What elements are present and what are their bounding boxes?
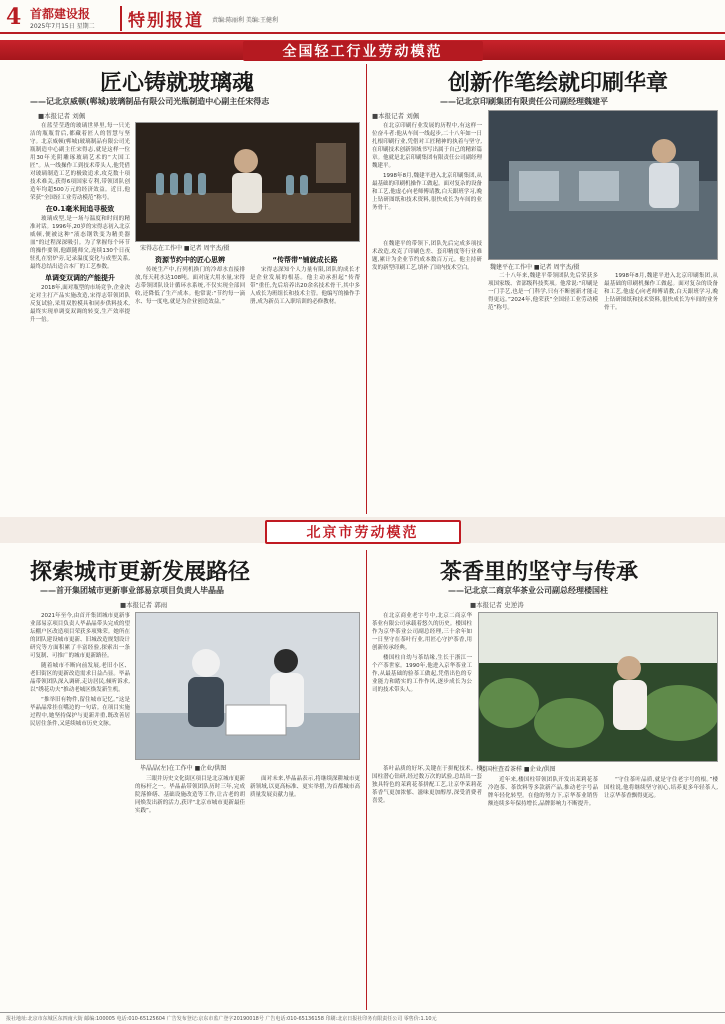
article2-column-4 — [604, 272, 718, 512]
article2-photo-caption: 魏建平在工作中 ■记者 周宇杰/摄 — [490, 264, 580, 271]
article4-column-4 — [604, 776, 718, 1008]
article4-paragraph: 茶叶品质的好坏,关键在于拼配技术。楼国柱潜心钻研,经过数万次的试验,总结出一套独具特色的茉莉花茶拼配工艺,让京华茉莉花茶香气更加浓郁、滋味更加醇厚,深受消费者喜爱。 — [372, 766, 482, 804]
article1-subtitle: ——记北京威顿(郸城)玻璃制品有限公司光瓶制造中心副主任宋得志 — [30, 97, 270, 106]
article1-paragraph: 宋得志深知个人力量有限,团队的成长才是企业发展的根基。他主动承担起“传帮带”重任,先后培养出20余名技术骨干,其中多人成长为班组长和技术主管。他编写的操作手册,成为新员工入职培训的必修教材。 — [250, 267, 360, 305]
article3-paragraph: 三眼井历史文化街区项目是北京城市更新的标杆之一。毕晶晶带领团队历时三年,完成院落修缮、基础设施改造等工作,让古老的胡同焕发出新的活力,获评“北京市城市更新最佳实践”。 — [135, 776, 245, 814]
article3-paragraph: “推举旧有物件,留住城市记忆。”这是毕晶晶常挂在嘴边的一句话。在项目实施过程中,她坚持保护与更新并重,既改善居民居住条件,又延续城市历史文脉。 — [30, 697, 130, 727]
editors: 责编:陈丽利 美编:王健利 — [212, 17, 278, 24]
article2-photo — [488, 110, 718, 260]
paper-name: 首都建设报 — [30, 7, 91, 21]
article3-byline: ■本报记者 郭雨 — [120, 601, 168, 609]
article1-section-heading: 单调变双调的产能提升 — [45, 274, 115, 282]
article4-column-1 — [372, 612, 472, 762]
article3-title: 探索城市更新发展路径 — [30, 559, 251, 585]
article3-photo-caption: 毕晶晶(左)在工作中 ■企业/供图 — [140, 765, 227, 772]
article2-byline: ■本报记者 刘佩 — [372, 112, 420, 120]
article1-paragraph: 2018年,面对瓶型的市场竞争,企业决定对主打产品实施改造,宋得志带领团队反复试验,采用双腔模具和同步供料技术,最终实现单调变双调的转变,生产效率提升一倍。 — [30, 285, 130, 323]
article1-column-2 — [135, 253, 245, 513]
article1-column-1 — [30, 122, 130, 512]
article4-title: 茶香里的坚守与传承 — [440, 559, 639, 585]
article2-subtitle: ——记北京印刷集团有限责任公司副经理魏建平 — [440, 97, 608, 106]
office-meeting-illustration — [136, 613, 360, 760]
article1-paragraph: 玻璃成型,是一场与温度和时间的精准对话。1996年,20岁的宋得志初入北京威顿,便被这种“液态钢铁变为精美器皿”的过程深深吸引。为了掌握每个环节的操作要领,他跟随师父,连续130个日夜驻扎在窑炉旁,记录温度变化与成型关系,最终总结出适合本厂的工艺参数。 — [30, 216, 130, 270]
article1-byline: ■本报记者 刘佩 — [38, 112, 86, 120]
article2-column-2 — [372, 240, 482, 513]
article1-column-3 — [250, 253, 360, 513]
glass-factory-illustration — [136, 123, 360, 242]
masthead — [0, 0, 725, 34]
article2-column-1 — [372, 122, 482, 237]
banner-bottom — [0, 517, 725, 543]
article2-paragraph: 1998年8月,魏建平进入北京印刷集团,从最基础的印刷机操作工做起。面对复杂的设备和工艺,他虚心向老师傅请教,白天跟班学习,晚上钻研图纸和技术资料,很快成长为车间的业务骨干。 — [372, 173, 482, 211]
article4-paragraph: 在北京商业老字号中,北京二商京华茶业有限公司承载着悠久的历史。楼国柱作为京华茶业公司副总经理,三十余年如一日坚守在茶叶行业,用匠心守护茶香,用创新传承经典。 — [372, 613, 472, 651]
article3-paragraph: 2021年至今,由首开集团城市更新事业部易京项目负责人毕晶晶带头完成的望坛棚户区改造项目荣获多项殊荣。她所在的团队建设城市更新、旧城改造规划设计研究等方面积累了丰富经验,探索出一条可复制、可推广的城市更新路径。 — [30, 613, 130, 659]
article1-photo — [135, 122, 360, 242]
banner-top-label: 全国轻工行业劳动模范 — [243, 41, 483, 61]
article3-paragraph: 随着城市不断向前发展,老旧小区、老旧街区的更新改造需求日益凸显。毕晶晶带领团队深入调研,走访居民,倾听诉求,以“绣花功夫”推动老城区焕发新生机。 — [30, 663, 130, 693]
article2-paragraph: 在北京印刷行业发展的历程中,有这样一位奋斗者:他从车间一线起步,二十八年如一日扎根印刷行业,凭借对工匠精神的执着与坚守,在印刷技术创新领域书写出属于自己的精彩篇章。他就是北京印刷集团有限责任公司副经理魏建平。 — [372, 123, 482, 169]
page-number: 4 — [6, 4, 22, 30]
article3-subtitle: ——首开集团城市更新事业部易京项目负责人毕晶晶 — [40, 586, 224, 595]
article2-column-3 — [488, 272, 598, 512]
publication-date: 2025年7月15日 星期二 — [30, 23, 95, 30]
article1-section-heading: “传帮带”铺就成长路 — [272, 256, 338, 264]
article4-column-3 — [488, 776, 598, 1008]
printing-press-illustration — [489, 111, 718, 260]
article4-byline: ■本报记者 史逆涛 — [470, 601, 524, 609]
column-divider — [366, 64, 367, 514]
article4-photo — [478, 612, 718, 762]
article2-paragraph: 1998年8月,魏建平进入北京印刷集团,从最基础的印刷机操作工做起。面对复杂的设备和工艺,他虚心向老师傅请教,白天跟班学习,晚上钻研图纸和技术资料,很快成长为车间的业务骨干。 — [604, 273, 718, 311]
article1-photo-caption: 宋得志在工作中 ■记者 周宇杰/摄 — [140, 245, 230, 252]
tea-plantation-illustration — [479, 613, 718, 762]
article2-title: 创新作笔绘就印刷华章 — [448, 70, 669, 96]
article3-paragraph: 面对未来,毕晶晶表示,将继续深耕城市更新领域,以更高标准、更实举措,为首都城市高质量发展贡献力量。 — [250, 776, 360, 798]
page-footer: 报社地址:北京市东城区东四南大街 邮编:100005 电话:010-65125604 广告发布登记:京东市监广登字20190018号 广告电话:010-65136158 印刷:北京日报社印务有限责任公司 零售价:1.10元 — [0, 1012, 725, 1024]
article1-section-heading: 资源节约中的匠心思辨 — [155, 256, 225, 264]
article4-paragraph: 近年来,楼国柱带领团队开发出茉莉花茶冷泡茶、茶饮料等多款新产品,推动老字号品牌年轻化转型。在他的努力下,京华茶业销售额连续多年保持增长,品牌影响力不断提升。 — [488, 777, 598, 807]
article2-paragraph: 二十八年来,魏建平带领团队先后荣获多项国家级、省部级科技奖项。他常说:“印刷是一门手艺,也是一门科学,只有不断创新才能走得更远。”2024年,他荣获“全国轻工业劳动模范”称号。 — [488, 273, 598, 311]
banner-bottom-label: 北京市劳动模范 — [265, 520, 461, 544]
article3-photo — [135, 612, 360, 760]
article1-section-heading: 在0.1毫米间追寻极致 — [45, 205, 115, 213]
article3-column-3 — [250, 775, 360, 1008]
article2-paragraph: 在魏建平的带领下,团队先后完成多项技术改造,攻克了印刷色差、套印精度等行业难题,累计为企业节约成本数百万元。他主持研发的新型印刷工艺,填补了国内技术空白。 — [372, 241, 482, 271]
article3-column-2 — [135, 775, 245, 1008]
article1-paragraph: 传统生产中,行列机换门的冷却水直接排放,每天耗水达108吨。面对庞大用水量,宋得志带领团队设计循环水系统,不仅实现全部回收,还降低了生产成本。他常说:“节约每一滴水、每一度电,就是为企业创造效益。” — [135, 267, 245, 305]
banner-top — [0, 40, 725, 60]
section-title: 特别报道 — [120, 6, 204, 31]
article4-paragraph: 楼国柱自幼与茶结缘,生长于浙江一个产茶世家。1990年,他进入京华茶业工作,从最基础的验茶工做起,凭借出色的专业能力和踏实的工作作风,逐步成长为公司的技术带头人。 — [372, 655, 472, 693]
article4-subtitle: ——记北京二商京华茶业公司副总经理楼国柱 — [448, 586, 608, 595]
article4-photo-caption: 楼国柱查看茶样 ■企业/供图 — [480, 766, 556, 773]
column-divider — [366, 550, 367, 1010]
article4-column-2 — [372, 765, 482, 1008]
article1-title: 匠心铸就玻璃魂 — [100, 70, 255, 96]
article3-column-1 — [30, 612, 130, 1008]
article4-paragraph: “守住茶叶品质,就是守住老字号的根。”楼国柱说,他将继续坚守初心,培养更多年轻茶人,让京华茶香飘得更远。 — [604, 777, 718, 799]
article1-paragraph: 在蓝莹莹透的玻璃世界里,每一只光洁的瓶瓶背后,都藏着匠人的智慧与坚守。北京威顿(郸城)玻璃制品有限公司光瓶制造中心副主任宋得志,就是这样一位用30年光阴雕琢玻璃艺术的“大国工匠”。从一线操作工到技术带头人,他凭借对玻璃制造工艺的极致追求,攻克数十项技术难关,获得6项国家专利,带领团队创造年均超500万元的经济效益。近日,他荣获“全国轻工业劳动模范”称号。 — [30, 123, 130, 201]
